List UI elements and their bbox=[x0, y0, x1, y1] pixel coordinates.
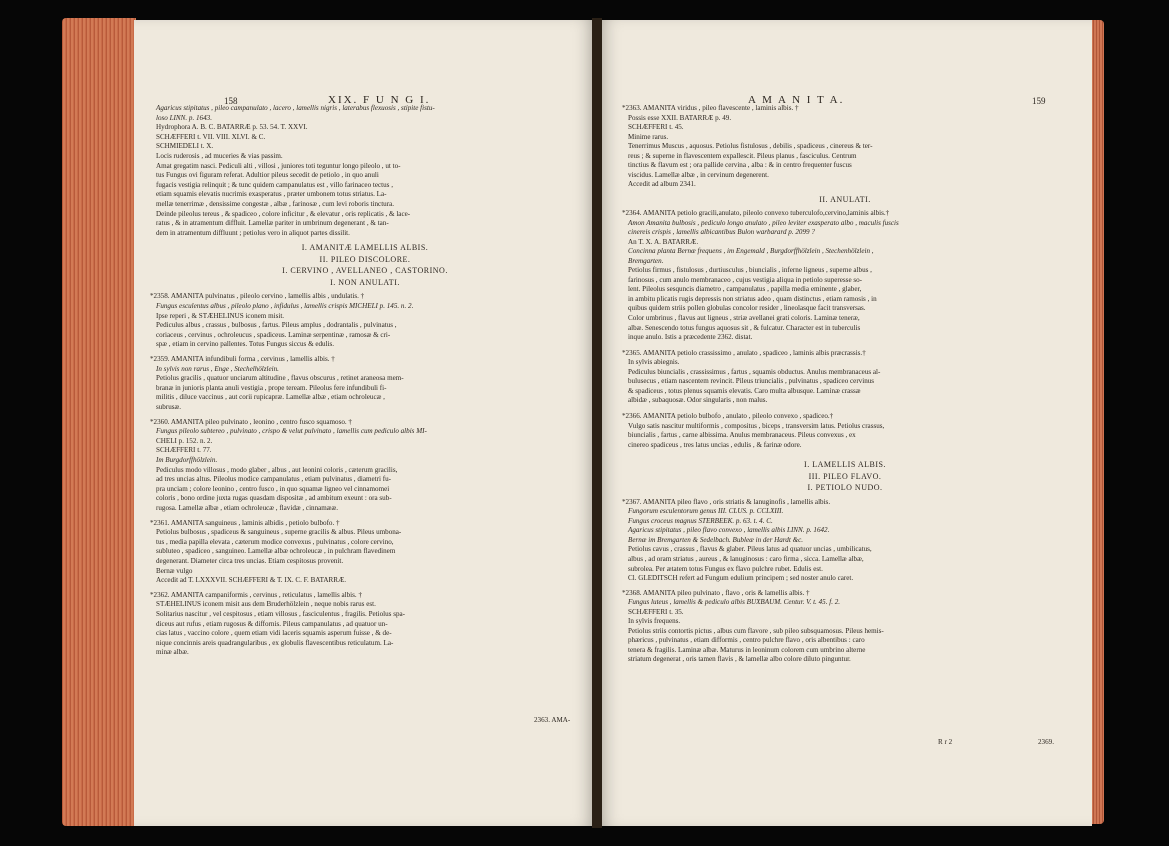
entry-line: tinctius & flavum est ; ora pallide cervina , alba : & in centro frequenter fuscus bbox=[628, 161, 852, 170]
entry-line: cinereis crispis , lamellis albicantibus Bulon warbarard p. 2099 ? bbox=[628, 228, 815, 237]
catchword: 2363. AMA- bbox=[534, 716, 571, 724]
entry-line: Amon Amanita bulbosis , pediculo longo anulato , pileo leviter exasperato albo , maculis fuscis bbox=[628, 218, 899, 227]
text-line: fugacis vestigia relinquit ; & tunc quidem campanulatus est , villo farinaceo tectus , bbox=[156, 180, 393, 189]
section-heading: II. PILEO DISCOLORE. bbox=[319, 254, 411, 264]
entry-line: Solitarius nascitur , vel cespitosus , etiam villosus , fasciculentus , fragilis. Petiolus spa- bbox=[156, 610, 406, 618]
entry-line: biuncialis , fartus , carne albissima. Anulus membranaceus. Pileus convexus , ex bbox=[628, 431, 856, 440]
entry-line: albæ. Senescendo totus fungus aquosus sit , & fulcatur. Character est in tuberculis bbox=[628, 323, 861, 332]
text-line: Amat gregatim nasci. Pediculi alti , villosi , juniores toti teguntur longo pileolo , ut to- bbox=[156, 161, 401, 170]
entry-line: STÆHELINUS iconem misit aus dem Bruderhölzlein , neque nobis rarus est. bbox=[156, 600, 376, 609]
entry-line: SCHÆFFERI t. 45. bbox=[628, 123, 684, 132]
entry-line: degenerant. Diameter circa tres uncias. Etiam cespitosus provenit. bbox=[156, 557, 344, 565]
entry-line: Agaricus stipitatus , pileo flavo convexo , lamellis albis LINN. p. 1642. bbox=[628, 526, 830, 535]
entry-line: Fungus esculentus albus , pileolo plano , infidulus , lamellis crispis MICHELI p. 145. n. 2. bbox=[156, 302, 414, 310]
entry-line: farinosus , cum anulo membranaceo , cujus vestigia aliqua in petiolo superesse so- bbox=[628, 275, 863, 284]
entry-line: Accedit ad T. LXXXVII. SCHÆFFERI & T. IX. C. F. BATARRÆ. bbox=[156, 576, 347, 585]
entry-line: tenera & fragilis. Laminæ albæ. Maturus in leoninum colorem cum umbrino alterne bbox=[628, 645, 866, 654]
entry-line: subrusæ. bbox=[156, 403, 182, 411]
text-line: SCHMIEDELI t. X. bbox=[156, 142, 214, 151]
entry-line: viscidus. Lamellæ albæ , in cervinum degenerent. bbox=[628, 170, 769, 179]
entry-title: *2362. AMANITA campaniformis , cervinus , reticulatus , lamellis albis. † bbox=[150, 590, 363, 599]
entry-line: Fungorum esculentorum genus III. CLUS. p. CCLXIII. bbox=[628, 507, 784, 516]
entry-line: reus ; & superne in flavescentem expallescit. Pileus planus , fasciculus. Centrum bbox=[628, 151, 857, 160]
entry-line: Petiolus gracilis , quatuor unciarum altitudine , flavus obscurus , retinet araneosa mem- bbox=[156, 374, 404, 383]
entry-line: militis , diluce vaccinus , aut corii rupicapræ. Lamellæ albæ , etiam ochroleucæ , bbox=[156, 393, 385, 402]
entry-line: Pediculus biuncialis , crassissimus , fartus , squamis obductus. Anulus membranaceus al- bbox=[628, 367, 881, 376]
entry-line: subrolea. Per ætatem totus Fungus ex flavo pulchre rubet. Edulis est. bbox=[628, 564, 823, 573]
entry-line: Fungus croceus magnus STERBEEK. p. 63. t. 4. C. bbox=[628, 516, 773, 525]
entry-line: Petiolus bulbosus , spadiceus & sanguineus , superne gracilis & albus. Pileus umbona- bbox=[156, 528, 402, 537]
entry-line: rugosa. Lamellæ albæ , etiam ochroleucæ , flavidæ , cinnamææ. bbox=[156, 504, 339, 512]
entry-line: Pediculus modo villosus , modo glaber , albus , aut leonini coloris , cæterum gracilis, bbox=[156, 465, 398, 474]
page-number: 159 bbox=[1032, 96, 1046, 106]
entry-line: In sylvis abiegnis. bbox=[628, 358, 680, 367]
entry-line: Accedit ad album 2341. bbox=[628, 180, 696, 189]
entry-line: coloris , bono ordine juxta rugas quasdam dispositæ , ad ambitum exeunt : ora sub- bbox=[156, 494, 392, 503]
entry-line: Possis esse XXII. BATARRÆ p. 49. bbox=[628, 113, 732, 122]
entry-line: tus , media papilla elevata , cæterum modice convexus , pulvinatus , colore cervino, bbox=[156, 537, 394, 546]
entry-title: *2365. AMANITA petiolo crassissimo , anulato , spadiceo , laminis albis præcrassis.† bbox=[622, 348, 866, 357]
entry-line: inque anulo. Istis a præcedente 2362. distat. bbox=[628, 333, 753, 342]
entry-line: spæ , etiam in cervino pallentes. Totus Fungus siccus & edulis. bbox=[156, 340, 335, 349]
entry-title: *2360. AMANITA pileo pulvinato , leonino , centro fusco squamoso. † bbox=[150, 417, 352, 426]
entry-line: nique concinnis areis quadrangularibus , ex globulis flavescentibus reticulatum. La- bbox=[156, 638, 394, 647]
text-line: dem in atramentum diffluunt ; petiolus vero in aliquot partes dissilit. bbox=[156, 228, 350, 237]
entry-line: In sylvis frequens. bbox=[628, 617, 681, 626]
entry-line: in ambitu plicatis rugis depressis non striatus adeo , quam distinctus , etiam ramosis , in bbox=[628, 294, 877, 303]
entry-line: Bremgarten. bbox=[628, 256, 664, 265]
entry-line: branæ in junioris planta anuli vestigia , prope teream. Pileolus fere infundibuli fi- bbox=[156, 383, 387, 392]
section-heading: I. NON ANULATI. bbox=[330, 277, 400, 287]
entry-line: Im Burgdorffhölzlein. bbox=[156, 456, 218, 464]
entry-line: An T. X. A. BATARRÆ. bbox=[628, 237, 699, 246]
entry-line: Petiolus firmus , fistulosus , durtiusculus , biuncialis , inferne ligneus , superne albus , bbox=[628, 266, 872, 275]
page-number: 158 bbox=[224, 96, 238, 106]
entry-line: minæ albæ. bbox=[156, 648, 189, 657]
left-page bbox=[134, 20, 596, 826]
entry-line: Tenerrimus Muscus , aquosus. Petiolus fistulosus , debilis , spadiceus , cinereus & ter- bbox=[628, 142, 873, 151]
entry-line: Color umbrinus , flavus aut ligneus , striæ avellanei grati coloris. Laminæ teneræ, bbox=[628, 314, 860, 322]
entry-line: SCHÆFFERI t. 77. bbox=[156, 446, 212, 455]
signature-mark: R r 2 bbox=[938, 738, 953, 746]
entry-line: Concinna planta Bernæ frequens , im Engemald , Burgdorffhölzlein , Stechenhölzlein , bbox=[628, 247, 874, 256]
entry-line: diceus aut rufus , etiam rugosus & diffornis. Pileus campanulatus , ad quatuor un- bbox=[156, 619, 388, 628]
text-line: Deinde pileolus tereus , & spadiceo , colore inficitur , & elevatur , oris replicatis , & lace- bbox=[156, 209, 411, 218]
entry-title: *2363. AMANITA viridus , pileo flavescente , laminis albis. † bbox=[622, 104, 799, 112]
section-heading: I. CERVINO , AVELLANEO , CASTORINO. bbox=[282, 266, 448, 276]
entry-line: Fungus pileolo subtereo , pulvinato , crispo & velut pulvinato , lamellis cum pediculo albis MI- bbox=[156, 427, 427, 436]
entry-line: Petiolus cavus , crassus , flavus & glaber. Pileus latus ad quatuor uncias , umbilicatus, bbox=[628, 545, 872, 554]
text-line: etiam squamis elevatis nucrimis exasperatus , præter umbonem totus striatus. La- bbox=[156, 190, 387, 199]
entry-line: CHELI p. 152. n. 2. bbox=[156, 436, 213, 445]
entry-line: Petiolus striis contortis pictus , albus cum flavore , sub pileo subsquamosus. Pileus hemis- bbox=[628, 626, 884, 635]
entry-title: *2359. AMANITA infundibuli forma , cervinus , lamellis albis. † bbox=[150, 355, 335, 363]
entry-line: quibus quidem striis pollen globulas concolor resider , lineolasque facit transversas. bbox=[628, 304, 866, 313]
entry-line: bulusecus , etiam nascentem revincit. Pileus triuncialis , pulvinatus , spadiceo cervinus bbox=[628, 377, 875, 386]
entry-line: In sylvis non rarus , Enge , Stechelhölzlein. bbox=[156, 364, 279, 373]
right-page bbox=[598, 20, 1092, 826]
entry-line: Cl. GLEDITSCH refert ad Fungum edulium principem ; sed noster anulo caret. bbox=[628, 574, 854, 583]
entry-title: *2367. AMANITA pileo flavo , oris striatis & lanuginofis , lamellis albis. bbox=[622, 497, 831, 506]
entry-line: lent. Pileolus sesquncis diametro , campanulatus , papilla media eminente , glaber, bbox=[628, 285, 862, 294]
entry-line: Vulgo satis nascitur multiformis , compositus , biceps , transversim latus. Petiolus crassus, bbox=[628, 421, 885, 430]
entry-line: & spadiceus , totus plenus squamis elevatis. Caro multa albusque. Laminæ crassæ bbox=[628, 386, 861, 395]
entry-title: *2361. AMANITA sanguineus , laminis albidis , petiolo bulbofo. † bbox=[150, 518, 340, 527]
running-header: XIX. F U N G I. bbox=[328, 94, 431, 106]
section-heading: I. LAMELLIS ALBIS. bbox=[804, 460, 886, 470]
entry-title: *2358. AMANITA pulvinatus , pileolo cervino , lamellis albis , undulatis. † bbox=[150, 292, 365, 301]
entry-line: albidæ , subaquosæ. Odor singularis , non malus. bbox=[628, 396, 768, 405]
section-heading: II. ANULATI. bbox=[819, 194, 871, 204]
entry-title: *2368. AMANITA pileo pulvinato , flavo , oris & lamellis albis. † bbox=[622, 588, 810, 597]
entry-title: *2364. AMANITA petiolo gracili,anulato, pileolo convexo tuberculofo,cervino,laminis albis.† bbox=[622, 208, 890, 217]
section-heading: III. PILEO FLAVO. bbox=[808, 471, 882, 481]
running-header: A M A N I T A. bbox=[748, 94, 845, 106]
entry-line: phæricus , pulvinatus , etiam difformis , centro pulchre flavo , oris albentibus : caro bbox=[628, 636, 865, 645]
text-line: loso LINN. p. 1643. bbox=[156, 113, 212, 122]
text-line: Locis ruderosis , ad muceries & vias passim. bbox=[156, 152, 283, 160]
entry-line: pra unciam ; colore leonino , centro fusco , in quo squamæ ligneo vel cinnamomei bbox=[156, 484, 390, 493]
entry-title: *2366. AMANITA petiolo bulbofo , anulato , pileolo convexo , spadiceo.† bbox=[622, 411, 834, 420]
text-line: ratus , & in atramentum diffluit. Lamellæ pariter in umbrinum degenerant , & tan- bbox=[156, 219, 389, 228]
entry-line: ad tres uncias altus. Pileolus modice campanulatus , etiam pulvinatus , diametri fu- bbox=[156, 475, 392, 484]
entry-line: Ipse reperi , & STÆHELINUS iconem misit. bbox=[156, 311, 285, 320]
catchword: 2369. bbox=[1038, 738, 1054, 746]
text-line: Agaricus stipitatus , pileo campanulato , lacero , lamellis nigris , laterabus flexuosis , stipite fistu- bbox=[156, 104, 435, 112]
text-line: Hydrophora A. B. C. BATARRÆ p. 53. 54. T. XXVI. bbox=[156, 123, 308, 132]
section-heading: I. AMANITÆ LAMELLIS ALBIS. bbox=[301, 243, 429, 253]
entry-line: subluteo , spadiceo , sanguineo. Lamellæ albæ ochroleucæ , in pulchram flavedinem bbox=[156, 547, 396, 556]
text-line: tus Fungus ovi figuram referat. Adultior pileus secedit de petiolo , in quo anuli bbox=[156, 171, 379, 180]
text-line: mellæ tenerrimæ , densissime congestæ , albæ , farinosæ , cum levi roboris tinctura. bbox=[156, 200, 394, 208]
right-fore-edge bbox=[1090, 20, 1104, 824]
entry-line: coriaceus , cervinus , ochroleucus , spadiceus. Laminæ serpentinæ , ramosæ & cri- bbox=[156, 330, 391, 339]
entry-line: cinereo spadiceus , tres latus uncias , edulis , & farinæ odore. bbox=[628, 440, 802, 449]
entry-line: Bernæ im Bremgarten & Sedelbach. Bubleæ in der Hardt &c. bbox=[628, 535, 804, 544]
entry-line: SCHÆFFERI t. 35. bbox=[628, 607, 684, 616]
entry-line: Pediculus albus , crassus , bulbosus , fartus. Pileus amplus , dodrantalis , pulvinatus , bbox=[156, 321, 397, 330]
section-heading: I. PETIOLO NUDO. bbox=[807, 483, 883, 493]
entry-line: cias latus , vaccino colore , quem etiam vidi laceris squamis asperum fuisse , & de- bbox=[156, 629, 392, 638]
entry-line: striatum degenerat , oris tamen flavis , & lamellæ albo colore diluto pinguntur. bbox=[628, 655, 851, 664]
entry-line: Bernæ vulgo bbox=[156, 566, 193, 575]
entry-line: albus , ad oram striatus , aureus , & lanuginosus : caro firma , sicca. Lamellæ albæ, bbox=[628, 554, 864, 563]
text-line: SCHÆFFERI t. VII. VIII. XLVI. & C. bbox=[156, 132, 266, 141]
left-fore-edge bbox=[62, 18, 136, 826]
book-gutter bbox=[592, 18, 602, 828]
entry-line: Minime rarus. bbox=[628, 132, 669, 141]
entry-line: Fungus luteus , lamellis & pediculo albis BUXBAUM. Centur. V. t. 45. f. 2. bbox=[628, 598, 841, 607]
